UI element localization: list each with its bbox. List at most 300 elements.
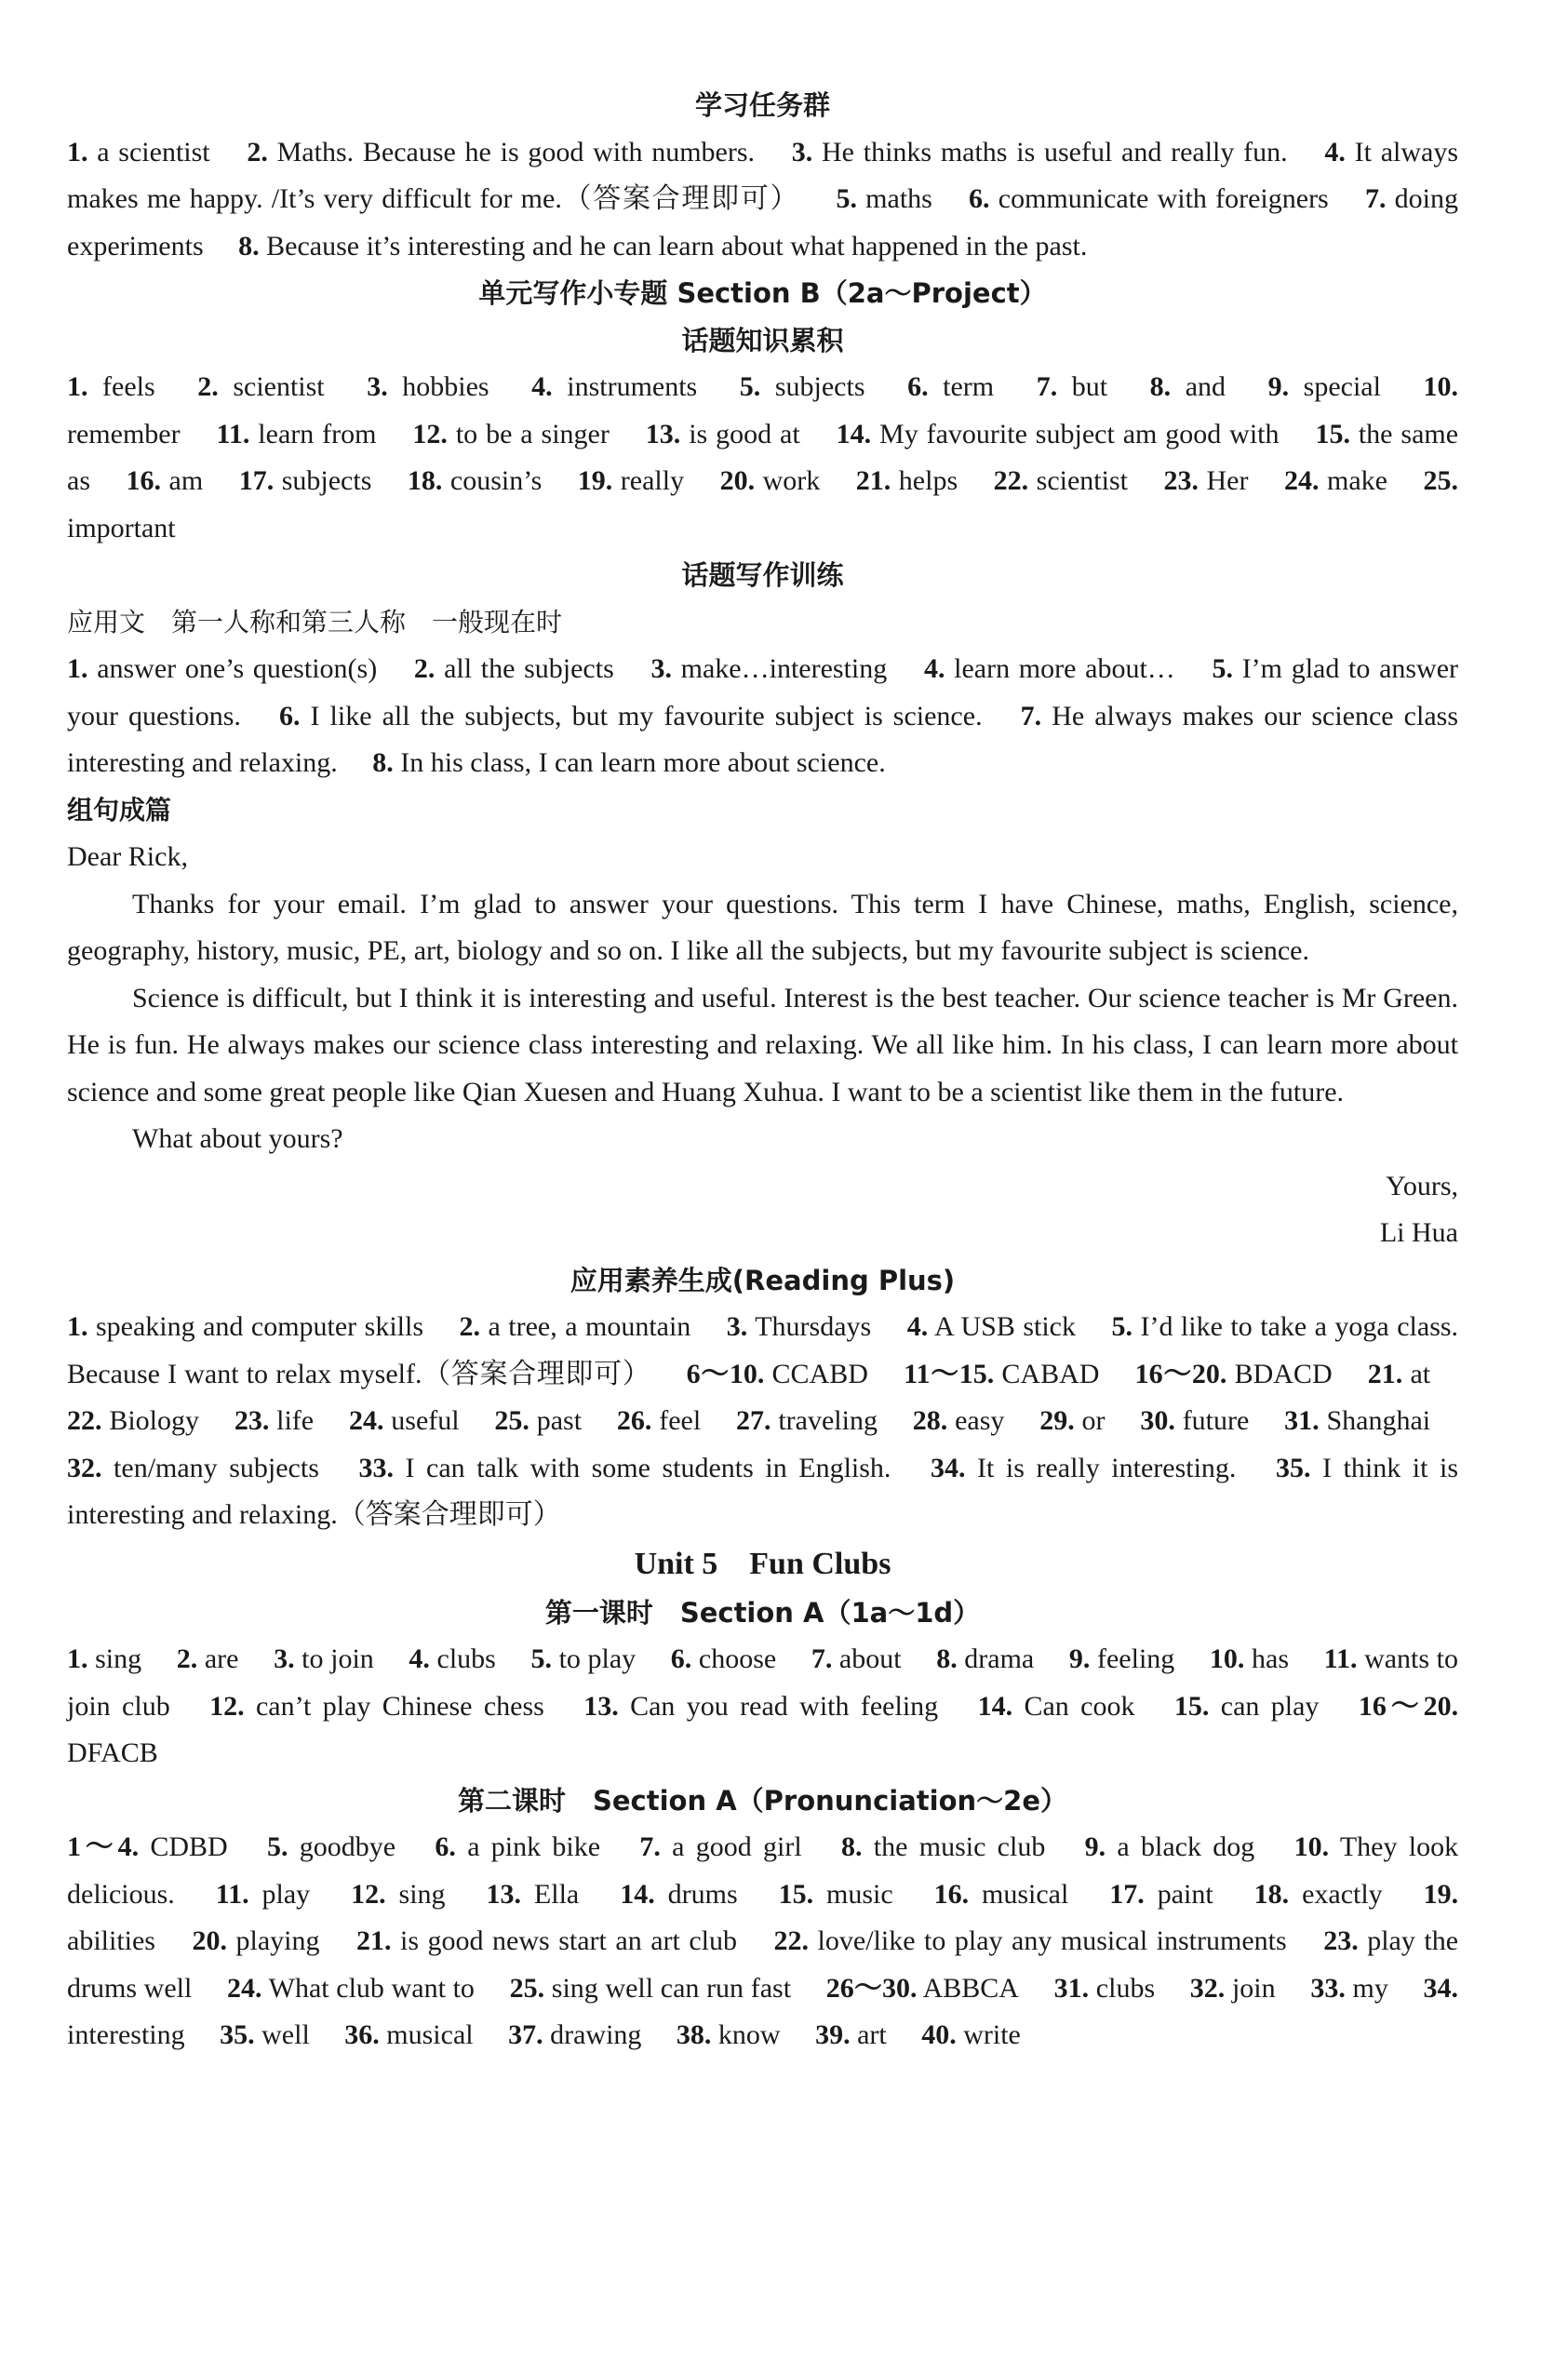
answer-item bbox=[1037, 371, 1107, 402]
answer-text: all the subjects bbox=[435, 653, 614, 684]
answer-item bbox=[837, 419, 1280, 449]
answer-item bbox=[409, 1643, 495, 1674]
answer-item bbox=[904, 1359, 1099, 1389]
answer-number: 11. bbox=[216, 418, 250, 449]
answer-text: love/like to play any musical instruments bbox=[809, 1925, 1287, 1956]
answer-text: CABAD bbox=[994, 1358, 1100, 1389]
answer-text: a scientist bbox=[87, 136, 210, 168]
reading-plus-heading: 应用素养生成(Reading Plus) bbox=[570, 1264, 956, 1296]
answer-item bbox=[736, 1405, 878, 1436]
answer-number: 37. bbox=[508, 2019, 543, 2050]
training-answers bbox=[67, 646, 1458, 787]
answer-number: 1～4. bbox=[67, 1831, 140, 1862]
answer-text: a pink bike bbox=[455, 1831, 601, 1862]
answer-item bbox=[774, 1925, 1287, 1956]
answer-number: 16～20. bbox=[1358, 1690, 1459, 1722]
answer-item bbox=[727, 1311, 871, 1342]
answer-text: useful bbox=[383, 1405, 460, 1436]
answer-text: traveling bbox=[771, 1405, 878, 1436]
answer-text: musical bbox=[969, 1878, 1069, 1910]
answer-number: 6. bbox=[969, 183, 990, 214]
answer-text: term bbox=[928, 371, 995, 402]
training-heading: 话题写作训练 bbox=[681, 559, 844, 591]
answer-text: feeling bbox=[1090, 1643, 1175, 1674]
answer-item bbox=[1039, 1405, 1105, 1436]
answer-text: helps bbox=[891, 465, 958, 496]
answer-number: 5. bbox=[739, 371, 761, 402]
answer-item bbox=[1069, 1643, 1174, 1674]
knowledge-answers bbox=[67, 364, 1458, 552]
answer-number: 8. bbox=[238, 230, 260, 262]
writing-topic-heading: 单元写作小专题 Section B（2a～Project） bbox=[478, 277, 1047, 309]
answer-number: 25. bbox=[509, 1972, 545, 2004]
answer-text: abilities bbox=[67, 1925, 155, 1956]
answer-text: drama bbox=[957, 1643, 1035, 1674]
answer-item bbox=[687, 1359, 868, 1389]
lesson2-answers bbox=[67, 1824, 1458, 2059]
answer-text: BDACD bbox=[1226, 1358, 1333, 1389]
answer-text: I think it is interesting and relaxing.（答案合理即可） bbox=[67, 1452, 1458, 1530]
answer-number: 25. bbox=[1423, 465, 1459, 496]
answer-number: 1. bbox=[67, 1643, 88, 1674]
answer-number: 21. bbox=[855, 465, 891, 496]
answer-item bbox=[530, 1643, 636, 1674]
answer-text: future bbox=[1174, 1405, 1250, 1436]
answer-text: Her bbox=[1199, 465, 1249, 496]
answer-text: speaking and computer skills bbox=[87, 1311, 424, 1342]
answer-item bbox=[67, 653, 377, 684]
answer-text: special bbox=[1289, 371, 1381, 402]
letter-paragraph-3: What about yours? bbox=[132, 1123, 343, 1154]
answer-item bbox=[67, 137, 210, 168]
answer-number: 16. bbox=[126, 465, 162, 496]
answer-number: 7. bbox=[639, 1831, 661, 1862]
answer-number: 34. bbox=[930, 1452, 966, 1483]
answer-number: 7. bbox=[1036, 371, 1058, 402]
answer-number: 11～15. bbox=[904, 1358, 995, 1389]
answer-text: remember bbox=[67, 418, 181, 449]
answer-item bbox=[247, 137, 755, 168]
answer-number: 2. bbox=[197, 371, 219, 402]
answer-item bbox=[1310, 1973, 1388, 2004]
answer-text: is good news start an art club bbox=[391, 1925, 738, 1956]
answer-item bbox=[367, 371, 489, 402]
answer-text: really bbox=[612, 465, 685, 496]
answer-number: 21. bbox=[356, 1925, 392, 1956]
answer-number: 17. bbox=[1109, 1878, 1145, 1910]
answer-item bbox=[907, 1311, 1076, 1342]
answer-item bbox=[841, 1831, 1045, 1862]
answer-number: 6. bbox=[670, 1643, 692, 1674]
answer-text: playing bbox=[227, 1925, 320, 1956]
answer-text: art bbox=[850, 2019, 887, 2050]
answer-number: 35. bbox=[1275, 1452, 1311, 1483]
answer-text: or bbox=[1074, 1405, 1106, 1436]
answer-number: 2. bbox=[459, 1311, 480, 1342]
answer-text: to be a singer bbox=[447, 418, 610, 449]
answer-number: 1. bbox=[67, 136, 88, 168]
answer-number: 23. bbox=[1163, 465, 1199, 496]
answer-text: write bbox=[956, 2019, 1021, 2050]
answer-number: 13. bbox=[486, 1878, 521, 1910]
tasks-heading: 学习任务群 bbox=[694, 89, 830, 121]
answer-text: scientist bbox=[218, 371, 325, 402]
answer-text: has bbox=[1244, 1643, 1289, 1674]
answer-item bbox=[856, 465, 958, 496]
answer-item bbox=[583, 1691, 938, 1722]
answer-item bbox=[646, 419, 800, 449]
answer-number: 27. bbox=[736, 1405, 771, 1436]
answer-text: I like all the subjects, but my favourite subject is science. bbox=[300, 700, 983, 731]
answer-item bbox=[510, 1973, 791, 2004]
letter-signature: Li Hua bbox=[1379, 1217, 1458, 1248]
answer-text: make bbox=[1319, 465, 1387, 496]
answer-item bbox=[1284, 465, 1387, 496]
answer-item bbox=[671, 1643, 776, 1674]
answer-text: play bbox=[248, 1878, 311, 1910]
answer-number: 30. bbox=[1140, 1405, 1175, 1436]
answer-number: 6. bbox=[435, 1831, 456, 1862]
answer-item bbox=[487, 1879, 580, 1910]
answer-text: Can you read with feeling bbox=[618, 1690, 939, 1722]
answer-number: 36. bbox=[344, 2019, 380, 2050]
answer-item bbox=[969, 183, 1329, 214]
answer-item bbox=[235, 1405, 314, 1436]
answer-number: 4. bbox=[906, 1311, 929, 1342]
answer-number: 8. bbox=[936, 1643, 958, 1674]
answer-item bbox=[815, 2019, 887, 2050]
answer-item bbox=[740, 371, 865, 402]
answer-text: easy bbox=[947, 1405, 1005, 1436]
answer-item bbox=[67, 1311, 423, 1342]
answer-item bbox=[414, 653, 614, 684]
answer-number: 23. bbox=[234, 1405, 270, 1436]
answer-number: 9. bbox=[1068, 1643, 1091, 1674]
answer-item bbox=[220, 2019, 310, 2050]
answer-text: a tree, a mountain bbox=[480, 1311, 691, 1342]
answer-text: drums bbox=[654, 1878, 738, 1910]
answer-text: the same as bbox=[67, 418, 1459, 496]
answer-text: the music club bbox=[862, 1831, 1046, 1862]
answer-item bbox=[1109, 1879, 1213, 1910]
answer-text: He always makes our science class interesting and relaxing. bbox=[67, 700, 1458, 778]
answer-item bbox=[650, 653, 887, 684]
answer-text: CCABD bbox=[764, 1358, 868, 1389]
answer-number: 7. bbox=[811, 1643, 833, 1674]
answer-number: 15. bbox=[1173, 1690, 1210, 1722]
answer-text: sing well can run fast bbox=[544, 1972, 792, 2004]
answer-text: goodbye bbox=[288, 1831, 396, 1862]
answer-number: 8. bbox=[841, 1831, 863, 1862]
answer-text: Biology bbox=[101, 1405, 199, 1436]
answer-item bbox=[197, 371, 324, 402]
answer-number: 3. bbox=[726, 1311, 748, 1342]
answer-text: It is really interesting. bbox=[965, 1452, 1237, 1483]
answer-item bbox=[67, 371, 155, 402]
answer-number: 16. bbox=[933, 1878, 970, 1910]
answer-number: 10. bbox=[1209, 1643, 1245, 1674]
answer-number: 14. bbox=[836, 418, 872, 449]
answer-item bbox=[351, 1879, 445, 1910]
answer-item bbox=[978, 1691, 1135, 1722]
answer-item bbox=[1085, 1831, 1255, 1862]
answer-number: 34. bbox=[1423, 1972, 1458, 2004]
answer-item bbox=[238, 231, 1087, 262]
answer-text: at bbox=[1402, 1358, 1431, 1389]
answer-text: can’t play Chinese chess bbox=[244, 1690, 544, 1722]
answer-item bbox=[267, 1831, 395, 1862]
answer-number: 19. bbox=[577, 465, 613, 496]
answer-text: can play bbox=[1209, 1690, 1320, 1722]
answer-number: 24. bbox=[227, 1972, 262, 2004]
answer-number: 20. bbox=[192, 1925, 227, 1956]
answer-item bbox=[412, 419, 609, 449]
answer-text: make…interesting bbox=[671, 653, 888, 684]
answer-text: about bbox=[832, 1643, 902, 1674]
answer-text: Shanghai bbox=[1319, 1405, 1431, 1436]
answer-text: I’m glad to answer your questions. bbox=[67, 653, 1459, 731]
answer-number: 22. bbox=[993, 465, 1029, 496]
answer-item bbox=[67, 1831, 228, 1862]
letter-paragraph-1: Thanks for your email. I’m glad to answer your questions. This term I have Chinese, maths, English, science, geography, history, music, PE, art, biology and so on. I like all the subjects, but my favourite subject is science. bbox=[67, 888, 1458, 966]
answer-number: 5. bbox=[1212, 653, 1233, 684]
answer-text: maths bbox=[856, 183, 932, 214]
answer-item bbox=[177, 1643, 239, 1674]
answer-item bbox=[639, 1831, 801, 1862]
answer-number: 26～30. bbox=[825, 1972, 918, 2004]
answer-number: 32. bbox=[1189, 1972, 1226, 2004]
answer-number: 22. bbox=[67, 1405, 102, 1436]
answer-text: interesting bbox=[67, 2019, 185, 2050]
answer-number: 2. bbox=[247, 136, 268, 168]
answer-number: 6. bbox=[278, 700, 301, 731]
answer-item bbox=[1368, 1359, 1430, 1389]
answer-number: 18. bbox=[407, 465, 443, 496]
answer-item bbox=[1254, 1879, 1383, 1910]
answer-item bbox=[1164, 465, 1249, 496]
answer-text: to join bbox=[294, 1643, 374, 1674]
answer-item bbox=[931, 1453, 1236, 1483]
answer-item bbox=[508, 2019, 641, 2050]
answer-number: 5. bbox=[530, 1643, 552, 1674]
answer-number: 13. bbox=[583, 1690, 619, 1722]
answer-text: past bbox=[529, 1405, 583, 1436]
answer-text: ten/many subjects bbox=[101, 1452, 319, 1483]
answer-number: 31. bbox=[1284, 1405, 1320, 1436]
answer-number: 24. bbox=[348, 1405, 384, 1436]
answer-number: 1. bbox=[67, 1311, 88, 1342]
answer-item bbox=[67, 1643, 141, 1674]
answer-number: 28. bbox=[912, 1405, 948, 1436]
answer-item bbox=[1190, 1973, 1276, 2004]
answer-number: 1. bbox=[67, 653, 88, 684]
answer-text: They look delicious. bbox=[67, 1831, 1459, 1910]
answer-text: feels bbox=[87, 371, 155, 402]
answer-text: hobbies bbox=[387, 371, 489, 402]
answer-number: 5. bbox=[836, 183, 857, 214]
answer-item bbox=[67, 1453, 319, 1483]
answer-number: 22. bbox=[773, 1925, 810, 1956]
answer-item bbox=[921, 2019, 1021, 2050]
answer-number: 39. bbox=[815, 2019, 851, 2050]
model-letter bbox=[67, 834, 1458, 1257]
answer-text: instruments bbox=[552, 371, 698, 402]
answer-item bbox=[1135, 1359, 1333, 1389]
answer-item bbox=[792, 137, 1288, 168]
letter-paragraph-2: Science is difficult, but I think it is interesting and useful. Interest is the best teacher. Our science teacher is Mr Green. He is fun. He always makes our science class interesting and relaxing. We all like him. In his class, I can learn more about science and some great people like Qian Xuesen and Huang Xuhua. I want to be a scientist like them in the future. bbox=[67, 982, 1458, 1107]
answer-item bbox=[274, 1643, 374, 1674]
answer-text: well bbox=[254, 2019, 310, 2050]
answer-item bbox=[67, 1405, 199, 1436]
answer-text: is good at bbox=[680, 418, 800, 449]
answer-item bbox=[617, 1405, 701, 1436]
answer-number: 13. bbox=[645, 418, 681, 449]
answer-text: subjects bbox=[760, 371, 865, 402]
answer-number: 11. bbox=[215, 1878, 249, 1910]
answer-text: choose bbox=[691, 1643, 777, 1674]
answer-number: 24. bbox=[1284, 465, 1320, 496]
letter-closing: Yours, bbox=[1386, 1170, 1458, 1201]
answer-item bbox=[209, 1691, 544, 1722]
answer-number: 15. bbox=[1315, 418, 1350, 449]
answer-item bbox=[934, 1879, 1069, 1910]
answer-text: am bbox=[161, 465, 204, 496]
answer-item bbox=[913, 1405, 1005, 1436]
answer-item bbox=[1054, 1973, 1156, 2004]
answer-number: 2. bbox=[176, 1643, 198, 1674]
answer-text: wants to join club bbox=[67, 1643, 1459, 1722]
answer-text: doing experiments bbox=[67, 183, 1458, 262]
answer-text: answer one’s question(s) bbox=[87, 653, 378, 684]
answer-text: cousin’s bbox=[442, 465, 543, 496]
answer-item bbox=[936, 1643, 1034, 1674]
answer-text: know bbox=[711, 2019, 781, 2050]
answer-number: 4. bbox=[923, 653, 945, 684]
answer-number: 5. bbox=[1111, 1311, 1132, 1342]
answer-text: a black dog bbox=[1106, 1831, 1255, 1862]
answer-item bbox=[435, 1831, 600, 1862]
letter-greeting: Dear Rick, bbox=[67, 841, 188, 872]
compose-heading: 组句成篇 bbox=[67, 794, 172, 825]
answer-item bbox=[907, 371, 994, 402]
answer-item bbox=[811, 1643, 902, 1674]
answer-item bbox=[1210, 1643, 1289, 1674]
answer-text: Maths. Because he is good with numbers. bbox=[267, 136, 756, 168]
answer-item bbox=[358, 1453, 891, 1483]
answer-text: exactly bbox=[1289, 1878, 1383, 1910]
answer-number: 1. bbox=[67, 371, 88, 402]
answer-number: 14. bbox=[977, 1690, 1013, 1722]
answer-item bbox=[578, 465, 684, 496]
answer-number: 23. bbox=[1323, 1925, 1359, 1956]
answer-number: 33. bbox=[1310, 1972, 1346, 2004]
answer-item bbox=[1150, 371, 1226, 402]
answer-item bbox=[1140, 1405, 1249, 1436]
answer-text: learn from bbox=[249, 418, 377, 449]
answer-text: music bbox=[813, 1878, 893, 1910]
answer-item bbox=[1284, 1405, 1430, 1436]
answer-text: Ella bbox=[521, 1878, 580, 1910]
answer-number: 7. bbox=[1020, 700, 1042, 731]
answer-number: 10. bbox=[1423, 371, 1459, 402]
answer-number: 15. bbox=[778, 1878, 814, 1910]
answer-text: my bbox=[1345, 1972, 1388, 2004]
answer-text: a good girl bbox=[660, 1831, 802, 1862]
answer-number: 17. bbox=[238, 465, 275, 496]
answer-text: subjects bbox=[274, 465, 372, 496]
answer-number: 3. bbox=[274, 1643, 295, 1674]
answer-item bbox=[826, 1973, 1019, 2004]
answer-item bbox=[779, 1879, 893, 1910]
answer-number: 14. bbox=[620, 1878, 655, 1910]
answer-item bbox=[127, 465, 204, 496]
answer-number: 8. bbox=[372, 747, 394, 778]
answer-item bbox=[460, 1311, 691, 1342]
answer-text: musical bbox=[379, 2019, 474, 2050]
tasks-answers bbox=[67, 129, 1458, 271]
answer-text: communicate with foreigners bbox=[989, 183, 1329, 214]
answer-text: but bbox=[1057, 371, 1108, 402]
answer-item bbox=[720, 465, 821, 496]
answer-number: 32. bbox=[67, 1452, 102, 1483]
answer-text: clubs bbox=[1089, 1972, 1156, 2004]
answer-number: 9. bbox=[1267, 371, 1290, 402]
answer-number: 9. bbox=[1084, 1831, 1106, 1862]
answer-text: clubs bbox=[429, 1643, 496, 1674]
answer-text: important bbox=[67, 512, 176, 543]
answer-item bbox=[531, 371, 697, 402]
answer-item bbox=[677, 2019, 781, 2050]
answer-text: join bbox=[1225, 1972, 1276, 2004]
answer-text: play the drums well bbox=[67, 1925, 1459, 2004]
answer-number: 5. bbox=[267, 1831, 288, 1862]
answer-text: life bbox=[269, 1405, 315, 1436]
answer-text: feel bbox=[651, 1405, 702, 1436]
answer-text: DFACB bbox=[67, 1737, 158, 1768]
answer-text: I’d like to take a yoga class. Because I want to relax myself.（答案合理即可） bbox=[67, 1311, 1459, 1389]
answer-text: My favourite subject am good with bbox=[871, 418, 1280, 449]
answer-text: I can talk with some students in English. bbox=[393, 1452, 891, 1483]
answer-text: He thinks maths is useful and really fun. bbox=[812, 136, 1288, 168]
answer-item bbox=[836, 183, 931, 214]
answer-number: 12. bbox=[351, 1878, 386, 1910]
answer-number: 2. bbox=[413, 653, 436, 684]
answer-item bbox=[279, 701, 983, 731]
answer-number: 6. bbox=[907, 371, 929, 402]
answer-number: 7. bbox=[1364, 183, 1387, 214]
answer-item bbox=[217, 419, 377, 449]
answer-text: Because it’s interesting and he can learn about what happened in the past. bbox=[259, 230, 1088, 262]
answer-text: It always makes me happy. /It’s very difficult for me.（答案合理即可） bbox=[67, 136, 1459, 214]
lesson2-heading: 第二课时 Section A（Pronunciation～2e） bbox=[458, 1784, 1067, 1817]
answer-number: 4. bbox=[531, 371, 553, 402]
answer-item bbox=[193, 1925, 320, 1956]
answer-text: scientist bbox=[1028, 465, 1128, 496]
answer-number: 33. bbox=[358, 1452, 394, 1483]
answer-text: sing bbox=[385, 1878, 446, 1910]
answer-text: work bbox=[755, 465, 821, 496]
answer-text: ABBCA bbox=[917, 1972, 1019, 2004]
answer-item bbox=[620, 1879, 737, 1910]
answer-text: are bbox=[197, 1643, 239, 1674]
answer-item bbox=[344, 2019, 473, 2050]
answer-text: Thursdays bbox=[747, 1311, 872, 1342]
answer-text: paint bbox=[1144, 1878, 1213, 1910]
answer-number: 19. bbox=[1423, 1878, 1459, 1910]
style-label: 应用文 第一人称和第三人称 一般现在时 bbox=[67, 606, 563, 637]
answer-number: 4. bbox=[1324, 136, 1346, 168]
answer-text: drawing bbox=[543, 2019, 642, 2050]
